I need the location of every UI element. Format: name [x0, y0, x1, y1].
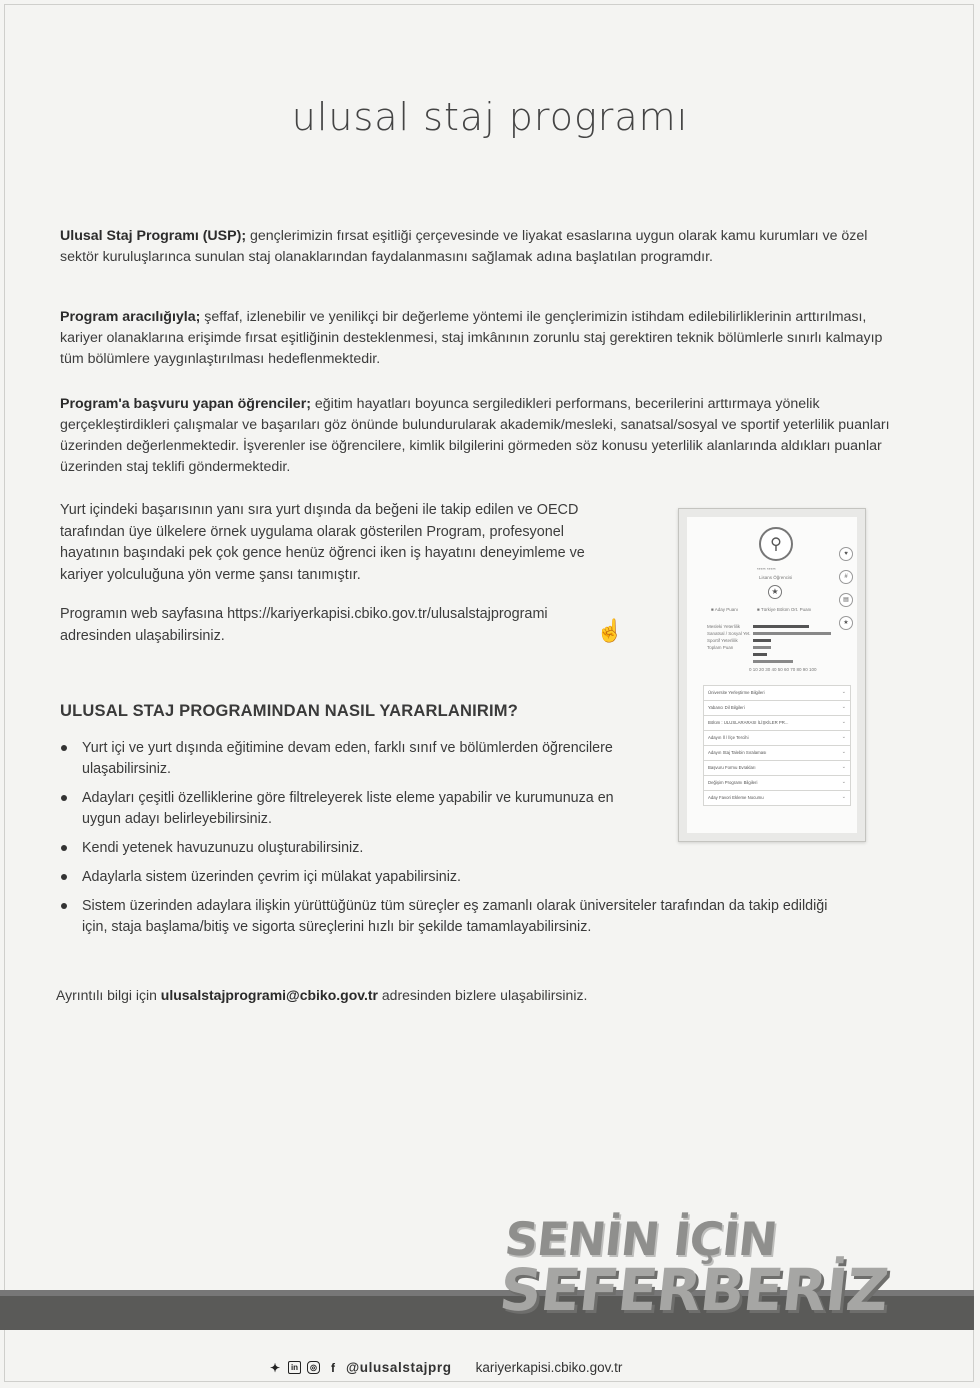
purpose-paragraph — [60, 307, 890, 370]
list-item[interactable]: Bölüm : ULUSLARARASI İLİŞKİLER PR... ⌄ — [703, 715, 851, 730]
score-icon[interactable]: # — [839, 570, 853, 584]
mockup-axis: 0 10 20 30 40 50 60 70 80 90 100 — [749, 667, 817, 672]
star-icon[interactable]: ★ — [839, 616, 853, 630]
twitter-icon[interactable]: ✦ — [269, 1360, 281, 1375]
legend-candidate: ■ Aday Puanı — [711, 607, 739, 612]
mockup-side-icons — [839, 547, 853, 639]
mockup-role: Lisans Öğrencisi — [759, 575, 793, 580]
list-item[interactable]: Adayın Staj Talebin Sıralaması ⌄ — [703, 745, 851, 760]
list-item: Sistem üzerinden adaylara ilişkin yürüttüğünüz tüm süreçler eş zamanlı olarak üniversiteler tarafından da takip edildiği için, staja başlama/bitiş ve sigorta süreçlerini hızlı bir şekilde tamamlayabilirsiniz. — [60, 896, 850, 938]
list-item[interactable]: Adayın İl / İlçe Tercihi ⌄ — [703, 730, 851, 745]
benefits-list — [60, 738, 850, 946]
footer — [268, 1360, 622, 1375]
list-item[interactable]: Başvuru Formu Evrakları ⌄ — [703, 760, 851, 775]
bar — [753, 639, 771, 642]
applicants-text: eğitim hayatları boyunca sergiledikleri performans, becerilerini arttırmaya yönelik gerçekleştirdikleri çalışmalar ve başarıları göz önünde bulundurularak akademik/mesleki, sanatsal/sosyal ve sportif yeterlilik puanları üzerinden değerlenmektedir. İşverenler ise öğrencilere, kimlik bilgilerini görmeden söz konusu yeterlilik alanlarında aldıkları puanlar üzerinden staj teklifi göndermektedir. — [60, 396, 890, 475]
contact-email[interactable]: ulusalstajprogrami@cbiko.gov.tr — [160, 987, 378, 1003]
user-avatar-icon: ⚲ — [759, 527, 793, 561]
list-item: Kendi yetenek havuzunuzu oluşturabilirsiniz. — [60, 838, 850, 859]
intro-paragraph — [60, 226, 890, 268]
contact-prefix: Ayrıntılı bilgi için — [56, 987, 161, 1003]
mockup-bar-chart — [753, 625, 831, 667]
list-item: Yurt içi ve yurt dışında eğitimine devam eden, farklı sınıf ve bölümlerden öğrencilere ulaşabilirsiniz. — [60, 738, 642, 780]
website-paragraph[interactable]: Programın web sayfasına https://kariyerkapisi.cbiko.gov.tr/ulusalstajprogrami adresinden ulaşabilirsiniz. — [60, 606, 548, 644]
applicants-paragraph — [60, 394, 890, 478]
mockup-name: ***** ***** — [757, 567, 776, 572]
website-link[interactable]: kariyerkapisi.cbiko.gov.tr — [475, 1360, 623, 1375]
bar — [753, 646, 771, 649]
social-handle[interactable]: @ulusalstajprg — [346, 1360, 452, 1375]
international-paragraph: Yurt içindeki başarısının yanı sıra yurt dışında da beğeni ile takip edilen ve OECD tarafından üye ülkelere örnek uygulama olarak gösterilen Program, profesyonel hayatının başındaki pek çok gence henüz öğrenci iken iş hayatını deneyimleme ve kariyer yolculuğuna yön verme şansı tanımıştır. — [60, 502, 585, 583]
purpose-text: şeffaf, izlenebilir ve yenilikçi bir değerleme yöntemi ile gençlerimizin istihdam edilebilirliklerinin arttırılması, kariyer olanaklarına erişimde fırsat eşitliğinin desteklenmesi, staj imkânının zorunlu staj gerektiren teknik bölümlerle sınırlı kalmayıp tüm bölümlere yaygınlaştırılması hedeflenmektedir. — [60, 309, 883, 367]
bar — [753, 660, 793, 663]
hand-pointer-icon: ☝ — [596, 618, 624, 643]
bar — [753, 625, 809, 628]
list-item: Adaylarla sistem üzerinden çevrim içi mülakat yapabilirsiniz. — [60, 867, 850, 888]
intro-text: gençlerimizin fırsat eşitliği çerçevesinde ve liyakat esaslarına uygun olarak kamu kurumları ve özel sektör kuruluşlarınca sunulan staj olanaklarından faydalanmasını sağlamak adına başlatılan programdır. — [60, 228, 868, 265]
heart-icon[interactable]: ♥ — [839, 547, 853, 561]
intro-lead: Ulusal Staj Programı (USP); — [60, 228, 247, 244]
list-item[interactable]: Değişim Programı Bilgileri ⌄ — [703, 775, 851, 790]
bar-label: Mesleki Yeterlilik — [707, 624, 741, 629]
facebook-icon[interactable]: f — [331, 1360, 335, 1375]
slogan-line2: SEFERBERİZ — [496, 1256, 891, 1324]
document-icon[interactable]: ▤ — [839, 593, 853, 607]
bar-label: Toplam Puan — [707, 645, 734, 650]
slogan-line1: SENİN İÇİN — [502, 1212, 780, 1266]
linkedin-icon[interactable]: in — [288, 1361, 301, 1374]
bar — [753, 653, 767, 656]
bar-label: Sportif Yeterlilik — [707, 638, 738, 643]
list-item[interactable]: Yabancı Dil Bilgileri ⌄ — [703, 700, 851, 715]
star-badge-icon: ★ — [768, 585, 782, 599]
legend-average: ■ Türkiye Bölüm Ort. Puanı — [757, 607, 812, 612]
bar-label: Sanatsal / Sosyal Yet. — [707, 631, 751, 636]
instagram-icon[interactable]: ◎ — [307, 1361, 320, 1374]
section-heading: ULUSAL STAJ PROGRAMINDAN NASIL YARARLANIRIM? — [60, 702, 518, 720]
contact-suffix: adresinden bizlere ulaşabilirsiniz. — [378, 987, 588, 1003]
list-item: Adayları çeşitli özelliklerine göre filtreleyerek liste eleme yapabilir ve kurumunuza en uygun adayı belirleyebilirsiniz. — [60, 788, 642, 830]
contact-line — [56, 987, 587, 1003]
purpose-lead: Program aracılığıyla; — [60, 309, 201, 325]
page-title: ulusal staj programı — [291, 95, 689, 139]
applicants-lead: Program'a başvuru yapan öğrenciler; — [60, 396, 311, 412]
list-item[interactable]: Aday Favori Ekleme Nocumu ⌄ — [703, 790, 851, 806]
bar — [753, 632, 831, 635]
list-item[interactable]: Üniversite Yerleştirme Bilgileri ⌄ — [703, 685, 851, 700]
